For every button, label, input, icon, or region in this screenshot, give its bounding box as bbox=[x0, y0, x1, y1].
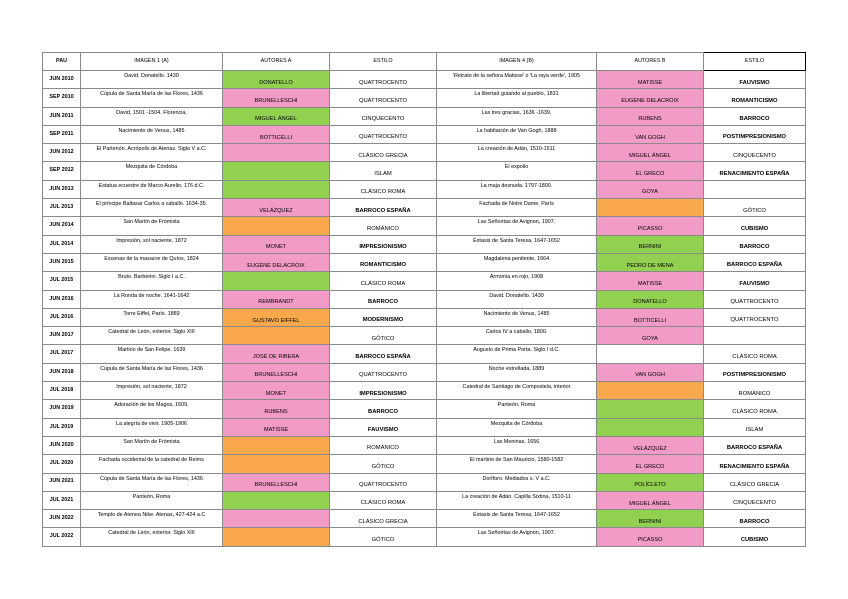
table-row bbox=[43, 272, 806, 290]
table-row bbox=[43, 528, 806, 546]
image-b-title: La maja desnuda. 1797-1800. bbox=[437, 180, 597, 198]
image-b-title: El expolio bbox=[437, 162, 597, 180]
author-a: MATISSE bbox=[223, 418, 330, 436]
author-b: MATISSE bbox=[597, 272, 704, 290]
style-b: POSTIMPRESIONISMO bbox=[704, 363, 806, 381]
image-a-title: La Ronda de noche. 1641-1642 bbox=[81, 290, 223, 308]
image-b-title: Fachada de Notre Dame. París bbox=[437, 199, 597, 217]
style-a: ROMÁNICO bbox=[330, 436, 437, 454]
style-a: QUATTROCENTO bbox=[330, 89, 437, 107]
table-row bbox=[43, 473, 806, 491]
author-b: PEDRO DE MENA bbox=[597, 253, 704, 271]
image-a-title: Catedral de León, exterior. Siglo XIII bbox=[81, 327, 223, 345]
author-b: BERNINI bbox=[597, 510, 704, 528]
style-b: FAUVISMO bbox=[704, 71, 806, 89]
pau-date: JUL 2019 bbox=[43, 418, 81, 436]
table-row bbox=[43, 436, 806, 454]
pau-date: JUN 2016 bbox=[43, 290, 81, 308]
pau-date: JUN 2019 bbox=[43, 400, 81, 418]
pau-date: JUN 2010 bbox=[43, 71, 81, 89]
image-a-title: Mezquita de Córdoba bbox=[81, 162, 223, 180]
style-b: GÓTICO bbox=[704, 199, 806, 217]
style-a: ROMÁNICO bbox=[330, 217, 437, 235]
image-a-title: Cúpula de Santa María de las Flores, 1436 bbox=[81, 473, 223, 491]
table-row bbox=[43, 71, 806, 89]
header-pau: PAU bbox=[43, 53, 81, 71]
style-a: BARROCO ESPAÑA bbox=[330, 199, 437, 217]
pau-date: JUL 2015 bbox=[43, 272, 81, 290]
author-b: PICASSO bbox=[597, 217, 704, 235]
style-a: QUATTROCENTO bbox=[330, 125, 437, 143]
style-b: CLÁSICO ROMA bbox=[704, 400, 806, 418]
author-a: EUGÈNE DELACROIX bbox=[223, 253, 330, 271]
image-b-title: Augusto de Prima Porta. Siglo I d.C. bbox=[437, 345, 597, 363]
style-b: BARROCO bbox=[704, 235, 806, 253]
style-b: RENACIMIENTO ESPAÑA bbox=[704, 162, 806, 180]
style-a: CLÁSICO ROMA bbox=[330, 272, 437, 290]
author-b bbox=[597, 382, 704, 400]
table-row bbox=[43, 180, 806, 198]
style-b: RENACIMIENTO ESPAÑA bbox=[704, 455, 806, 473]
style-b: BARROCO bbox=[704, 510, 806, 528]
author-b: EUGENE DELACROIX bbox=[597, 89, 704, 107]
table-row bbox=[43, 89, 806, 107]
image-b-title: Doríforo. Mediados s. V a.C. bbox=[437, 473, 597, 491]
author-a: MONET bbox=[223, 382, 330, 400]
image-a-title: Martirio de San Felipe. 1639 bbox=[81, 345, 223, 363]
table-row bbox=[43, 363, 806, 381]
table-row bbox=[43, 308, 806, 326]
author-a: RUBENS bbox=[223, 400, 330, 418]
image-b-title: David. Donatello. 1430 bbox=[437, 290, 597, 308]
image-b-title: El martirio de San Mauricio, 1580-1582 bbox=[437, 455, 597, 473]
pau-date: JUN 2014 bbox=[43, 217, 81, 235]
style-b: CUBISMO bbox=[704, 217, 806, 235]
pau-date: JUN 2022 bbox=[43, 510, 81, 528]
author-a: GUSTAVO EIFFEL bbox=[223, 308, 330, 326]
table-row bbox=[43, 327, 806, 345]
pau-date: JUN 2012 bbox=[43, 144, 81, 162]
author-b: VELÁZQUEZ bbox=[597, 436, 704, 454]
pau-date: JUL 2020 bbox=[43, 455, 81, 473]
table-row bbox=[43, 400, 806, 418]
table-row bbox=[43, 235, 806, 253]
image-a-title: Cúpula de Santa María de las Flores, 1436 bbox=[81, 89, 223, 107]
image-a-title: La alegría de vivir. 1905-1906 bbox=[81, 418, 223, 436]
image-b-title: Éxtasis de Santa Teresa, 1647-1652 bbox=[437, 235, 597, 253]
author-a bbox=[223, 491, 330, 509]
table-row bbox=[43, 199, 806, 217]
pau-date: JUL 2018 bbox=[43, 382, 81, 400]
style-b bbox=[704, 327, 806, 345]
image-a-title: Bruto. Barberini. Siglo I a.C. bbox=[81, 272, 223, 290]
author-b bbox=[597, 345, 704, 363]
image-b-title: Éxtasis de Santa Teresa, 1647-1652 bbox=[437, 510, 597, 528]
header-row bbox=[43, 53, 806, 71]
style-b bbox=[704, 180, 806, 198]
author-a: DONATELLO bbox=[223, 71, 330, 89]
style-b: QUATTROCENTO bbox=[704, 290, 806, 308]
author-a: BRUNELLESCHI bbox=[223, 363, 330, 381]
style-a: IMPRESIONISMO bbox=[330, 235, 437, 253]
style-a: ROMANTICISMO bbox=[330, 253, 437, 271]
style-b: BARROCO ESPAÑA bbox=[704, 253, 806, 271]
table-row bbox=[43, 290, 806, 308]
author-b bbox=[597, 199, 704, 217]
image-a-title: Nacimiento de Venus, 1485 bbox=[81, 125, 223, 143]
author-a: BRUNELLESCHI bbox=[223, 89, 330, 107]
image-a-title: Cúpula de Santa María de las Flores, 1436 bbox=[81, 363, 223, 381]
author-b: MATISSE bbox=[597, 71, 704, 89]
author-b: GOYA bbox=[597, 327, 704, 345]
author-a bbox=[223, 436, 330, 454]
pau-art-table bbox=[42, 52, 806, 547]
pau-date: JUL 2016 bbox=[43, 308, 81, 326]
image-a-title: Templo de Atenea Nike. Atenas, 427-424 a.C bbox=[81, 510, 223, 528]
style-a: GÓTICO bbox=[330, 327, 437, 345]
pau-date: JUL 2017 bbox=[43, 345, 81, 363]
style-a: CLÁSICO ROMA bbox=[330, 180, 437, 198]
image-a-title: San Martín de Frómista bbox=[81, 217, 223, 235]
image-a-title: San Martín de Frómista bbox=[81, 436, 223, 454]
style-b: ROMÁNICO bbox=[704, 382, 806, 400]
style-a: GÓTICO bbox=[330, 528, 437, 546]
style-b: CLÁSICO ROMA bbox=[704, 345, 806, 363]
table-row bbox=[43, 382, 806, 400]
author-b bbox=[597, 418, 704, 436]
pau-date: JUN 2013 bbox=[43, 180, 81, 198]
style-b: CUBISMO bbox=[704, 528, 806, 546]
pau-date: JUN 2015 bbox=[43, 253, 81, 271]
header-autores-a: AUTORES A bbox=[223, 53, 330, 71]
pau-date: JUN 2017 bbox=[43, 327, 81, 345]
pau-date: JUN 2018 bbox=[43, 363, 81, 381]
style-b: CLÁSICO GRECIA bbox=[704, 473, 806, 491]
author-b: GOYA bbox=[597, 180, 704, 198]
style-a: QUATTROCENTO bbox=[330, 363, 437, 381]
author-b: DONATELLO bbox=[597, 290, 704, 308]
style-b: QUATTROCENTO bbox=[704, 308, 806, 326]
author-a bbox=[223, 144, 330, 162]
author-a bbox=[223, 510, 330, 528]
author-b bbox=[597, 400, 704, 418]
author-b: VAN GOGH bbox=[597, 125, 704, 143]
table-row bbox=[43, 455, 806, 473]
image-b-title: Panteón. Roma bbox=[437, 400, 597, 418]
pau-date: JUL 2021 bbox=[43, 491, 81, 509]
table-row bbox=[43, 107, 806, 125]
style-a: BARROCO bbox=[330, 290, 437, 308]
author-b: EL GRECO bbox=[597, 162, 704, 180]
header-estilo-a: ESTILO bbox=[330, 53, 437, 71]
table-row bbox=[43, 345, 806, 363]
image-b-title: La creación de Adán, 1510-1511 bbox=[437, 144, 597, 162]
author-b: PICASSO bbox=[597, 528, 704, 546]
image-b-title: Las Señoritas de Avignon, 1907. bbox=[437, 217, 597, 235]
style-a: CINQUECENTO bbox=[330, 107, 437, 125]
image-a-title: Impresión, sol naciente, 1872 bbox=[81, 235, 223, 253]
pau-date: JUN 2020 bbox=[43, 436, 81, 454]
author-a: BRUNELLESCHI bbox=[223, 473, 330, 491]
style-a: ISLAM bbox=[330, 162, 437, 180]
image-b-title: La libertad guiando al pueblo, 1831 bbox=[437, 89, 597, 107]
image-b-title: Las tres gracias, 1636 -1639. bbox=[437, 107, 597, 125]
image-a-title: Fachada occidental de la catedral de Reims bbox=[81, 455, 223, 473]
table-row bbox=[43, 162, 806, 180]
author-a bbox=[223, 180, 330, 198]
author-b: MIGUEL ÁNGEL bbox=[597, 144, 704, 162]
pau-date: JUN 2011 bbox=[43, 107, 81, 125]
style-a: QUATTROCENTO bbox=[330, 71, 437, 89]
image-b-title: Armonía en rojo, 1908 bbox=[437, 272, 597, 290]
author-b: EL GRECO bbox=[597, 455, 704, 473]
image-b-title: Noche estrellada, 1889 bbox=[437, 363, 597, 381]
image-b-title: Las Señoritas de Avignon, 1907. bbox=[437, 528, 597, 546]
table-row bbox=[43, 491, 806, 509]
style-b: FAUVISMO bbox=[704, 272, 806, 290]
pau-date: JUN 2021 bbox=[43, 473, 81, 491]
image-b-title: Magdalena penitente, 1664 bbox=[437, 253, 597, 271]
image-b-title: La habitación de Van Gogh, 1888 bbox=[437, 125, 597, 143]
author-a bbox=[223, 528, 330, 546]
author-a: VELÁZQUEZ bbox=[223, 199, 330, 217]
style-b: BARROCO ESPAÑA bbox=[704, 436, 806, 454]
image-b-title: 'Retrato de la señora Matisse' o 'La raya verde', 1905 bbox=[437, 71, 597, 89]
image-a-title: Estatua ecuestre de Marco Aurelio. 176 d.C. bbox=[81, 180, 223, 198]
header-estilo-b: ESTILO bbox=[704, 53, 806, 71]
image-b-title: Nacimiento de Venus, 1485 bbox=[437, 308, 597, 326]
image-a-title: El príncipe Baltasar Carlos a caballo. 1634-35. bbox=[81, 199, 223, 217]
style-b: ISLAM bbox=[704, 418, 806, 436]
image-a-title: Adoración de los Magos, 1609. bbox=[81, 400, 223, 418]
pau-date: SEP 2012 bbox=[43, 162, 81, 180]
author-a bbox=[223, 217, 330, 235]
style-a: FAUVISMO bbox=[330, 418, 437, 436]
author-a: BOTTICELLI bbox=[223, 125, 330, 143]
table-row bbox=[43, 510, 806, 528]
image-b-title: Catedral de Santiago de Compostela, interior bbox=[437, 382, 597, 400]
image-a-title: Panteón. Roma bbox=[81, 491, 223, 509]
style-b: CINQUECENTO bbox=[704, 491, 806, 509]
table-row bbox=[43, 125, 806, 143]
style-a: BARROCO ESPAÑA bbox=[330, 345, 437, 363]
image-b-title: La creación de Adán. Capilla Sixtina, 1510-11 bbox=[437, 491, 597, 509]
header-autores-b: AUTORES B bbox=[597, 53, 704, 71]
header-imagen-a: IMAGEN 1 (A) bbox=[81, 53, 223, 71]
style-a: CLÁSICO GRECIA bbox=[330, 144, 437, 162]
style-a: IMPRESIONISMO bbox=[330, 382, 437, 400]
image-a-title: El Partenón. Acrópolis de Atenas. Siglo V a.C. bbox=[81, 144, 223, 162]
pau-date: SEP 2011 bbox=[43, 125, 81, 143]
style-b: CINQUECENTO bbox=[704, 144, 806, 162]
author-b: MIGUEL ÁNGEL bbox=[597, 491, 704, 509]
image-a-title: Escenas de la masacre de Quíos, 1824 bbox=[81, 253, 223, 271]
author-b: BOTTICELLI bbox=[597, 308, 704, 326]
pau-date: JUL 2014 bbox=[43, 235, 81, 253]
style-a: CLÁSICO ROMA bbox=[330, 491, 437, 509]
author-a bbox=[223, 272, 330, 290]
image-b-title: Carlos IV a caballo, 1800. bbox=[437, 327, 597, 345]
author-a: REMBRANDT bbox=[223, 290, 330, 308]
author-a: MIGUEL ÁNGEL bbox=[223, 107, 330, 125]
style-b: ROMANTICISMO bbox=[704, 89, 806, 107]
author-b: VAN GOGH bbox=[597, 363, 704, 381]
style-a: GÓTICO bbox=[330, 455, 437, 473]
image-a-title: Impresión, sol naciente, 1872 bbox=[81, 382, 223, 400]
style-a: MODERNISMO bbox=[330, 308, 437, 326]
pau-date: JUL 2013 bbox=[43, 199, 81, 217]
pau-date: SEP 2010 bbox=[43, 89, 81, 107]
table-row bbox=[43, 217, 806, 235]
header-imagen-b: IMAGEN 4 (B) bbox=[437, 53, 597, 71]
image-a-title: Catedral de León, exterior. Siglo XIII bbox=[81, 528, 223, 546]
image-a-title: David, 1501 -1504. Florencia. bbox=[81, 107, 223, 125]
author-b: RUBENS bbox=[597, 107, 704, 125]
style-a: CLÁSICO GRECIA bbox=[330, 510, 437, 528]
author-b: BERNINI bbox=[597, 235, 704, 253]
pau-date: JUL 2022 bbox=[43, 528, 81, 546]
table-row bbox=[43, 144, 806, 162]
table-row bbox=[43, 418, 806, 436]
author-a: JOSÉ DE RIBERA bbox=[223, 345, 330, 363]
author-a: MONET bbox=[223, 235, 330, 253]
style-b: BARROCO bbox=[704, 107, 806, 125]
style-a: BARROCO bbox=[330, 400, 437, 418]
image-a-title: Torre Eiffel, París. 1889 bbox=[81, 308, 223, 326]
image-b-title: Las Meninas, 1656 bbox=[437, 436, 597, 454]
author-a bbox=[223, 162, 330, 180]
author-a bbox=[223, 327, 330, 345]
author-b: POLÍCLETO bbox=[597, 473, 704, 491]
table-row bbox=[43, 253, 806, 271]
style-b: POSTIMPRESIONISMO bbox=[704, 125, 806, 143]
image-b-title: Mezquita de Córdoba bbox=[437, 418, 597, 436]
image-a-title: David. Donatello. 1430 bbox=[81, 71, 223, 89]
author-a bbox=[223, 455, 330, 473]
style-a: QUATTROCENTO bbox=[330, 473, 437, 491]
